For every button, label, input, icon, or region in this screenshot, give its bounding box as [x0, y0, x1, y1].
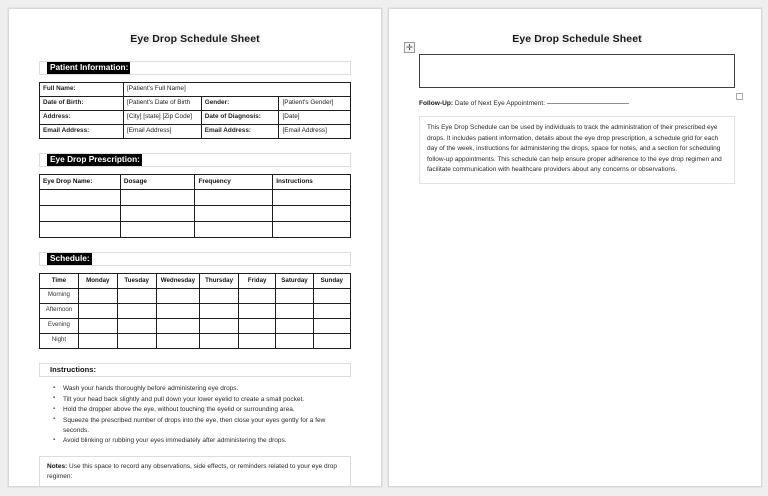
schedule-header-saturday: Saturday — [276, 274, 313, 289]
schedule-header-tuesday: Tuesday — [117, 274, 156, 289]
prescription-cell[interactable] — [120, 190, 195, 206]
table-row — [40, 190, 351, 206]
schedule-header-monday: Monday — [78, 274, 117, 289]
patient-gender-value[interactable]: [Patient's Gender] — [279, 97, 351, 111]
patient-information-table — [39, 82, 351, 139]
schedule-cell[interactable] — [117, 319, 156, 334]
list-item: ▪ Avoid blinking or rubbing your eyes immediately after administering the drops. — [53, 436, 351, 446]
patient-fullname-value[interactable]: [Patient's Full Name] — [123, 83, 350, 97]
prescription-cell[interactable] — [273, 222, 351, 238]
table-row — [40, 334, 351, 349]
schedule-cell[interactable] — [200, 319, 239, 334]
patient-gender-label: Gender: — [201, 97, 279, 111]
schedule-cell[interactable] — [276, 289, 313, 304]
prescription-cell[interactable] — [195, 190, 273, 206]
table-row — [40, 125, 351, 139]
page-1-title-wrap — [39, 27, 351, 47]
schedule-cell[interactable] — [117, 304, 156, 319]
schedule-cell[interactable] — [78, 289, 117, 304]
section-heading-eye-drop-prescription — [39, 153, 351, 167]
prescription-header-instructions: Instructions — [273, 175, 351, 190]
schedule-cell[interactable] — [78, 319, 117, 334]
prescription-cell[interactable] — [195, 222, 273, 238]
schedule-cell[interactable] — [156, 289, 200, 304]
table-header-row — [40, 175, 351, 190]
document-page-1 — [8, 8, 382, 487]
schedule-row-label-afternoon: Afternoon — [40, 304, 79, 319]
table-row — [40, 289, 351, 304]
schedule-cell[interactable] — [156, 304, 200, 319]
page-1-content — [9, 9, 381, 486]
section-label-eye-drop-prescription: Eye Drop Prescription: — [47, 154, 142, 166]
prescription-cell[interactable] — [120, 222, 195, 238]
schedule-cell[interactable] — [117, 289, 156, 304]
patient-email-label-1: Email Address: — [40, 125, 124, 139]
table-row — [40, 97, 351, 111]
table-row — [40, 222, 351, 238]
schedule-cell[interactable] — [78, 334, 117, 349]
patient-email-label-2: Email Address: — [201, 125, 279, 139]
schedule-header-wednesday: Wednesday — [156, 274, 200, 289]
table-header-row — [40, 274, 351, 289]
resize-table-handle-icon[interactable] — [736, 93, 743, 100]
prescription-header-name: Eye Drop Name: — [40, 175, 121, 190]
schedule-row-label-evening: Evening — [40, 319, 79, 334]
prescription-table-body — [40, 190, 351, 238]
section-heading-instructions — [39, 363, 351, 377]
prescription-cell[interactable] — [40, 190, 121, 206]
followup-text: Date of Next Eye Appointment: — [453, 100, 546, 107]
eye-drop-prescription-table — [39, 174, 351, 238]
followup-label: Follow-Up: — [419, 100, 454, 107]
patient-fullname-label: Full Name: — [40, 83, 124, 97]
patient-email-value-1[interactable]: [Email Address] — [123, 125, 201, 139]
description-text: This Eye Drop Schedule can be used by individuals to track the administration of their prescribed eye drops. It includes patient information, details about the eye drop prescription, a schedule grid for each day of the week, instructions for administering the drops, space for notes, and a section for scheduling follow-up appointments. This schedule can help ensure proper adherence to the eye drop regimen and facilitate communication with healthcare providers about any concerns or observations. — [427, 124, 722, 174]
schedule-cell[interactable] — [239, 319, 276, 334]
schedule-header-sunday: Sunday — [313, 274, 350, 289]
schedule-cell[interactable] — [200, 289, 239, 304]
patient-dob-value[interactable]: [Patient's Date of Birth — [123, 97, 201, 111]
table-row — [40, 83, 351, 97]
followup-blank-line[interactable] — [547, 103, 629, 104]
section-label-patient-information: Patient Information: — [47, 62, 130, 74]
prescription-cell[interactable] — [273, 206, 351, 222]
schedule-cell[interactable] — [313, 289, 350, 304]
section-heading-patient-information — [39, 61, 351, 75]
schedule-cell[interactable] — [117, 334, 156, 349]
section-label-schedule: Schedule: — [47, 253, 92, 265]
prescription-cell[interactable] — [40, 206, 121, 222]
notes-text: Use this space to record any observations, side effects, or reminders related to your eye drop regimen: — [47, 463, 338, 481]
schedule-cell[interactable] — [276, 304, 313, 319]
patient-address-label: Address: — [40, 111, 124, 125]
list-item: ▪ Squeeze the prescribed number of drops into the eye, then close your eyes gently for a few seconds. — [53, 416, 351, 436]
patient-dob-label: Date of Birth: — [40, 97, 124, 111]
schedule-cell[interactable] — [313, 304, 350, 319]
patient-email-value-2[interactable]: [Email Address] — [279, 125, 351, 139]
schedule-row-label-morning: Morning — [40, 289, 79, 304]
document-page-2 — [388, 8, 762, 487]
list-item: ▪ Hold the dropper above the eye, without touching the eyelid or surrounding area. — [53, 405, 351, 415]
list-item: ▪ Wash your hands thoroughly before administering eye drops. — [53, 384, 351, 394]
description-box — [419, 116, 735, 184]
schedule-cell[interactable] — [276, 334, 313, 349]
notes-label: Notes: — [47, 463, 68, 471]
schedule-header-thursday: Thursday — [200, 274, 239, 289]
prescription-header-dosage: Dosage — [120, 175, 195, 190]
prescription-cell[interactable] — [195, 206, 273, 222]
table-row — [40, 304, 351, 319]
page-2-title-wrap — [419, 27, 735, 47]
schedule-cell[interactable] — [156, 319, 200, 334]
page-2-content — [389, 9, 761, 486]
schedule-header-friday: Friday — [239, 274, 276, 289]
schedule-header-time: Time — [40, 274, 79, 289]
table-row — [40, 319, 351, 334]
notes-box[interactable] — [39, 456, 351, 487]
schedule-cell[interactable] — [239, 334, 276, 349]
patient-diagnosis-date-label: Date of Diagnosis: — [201, 111, 279, 125]
schedule-row-label-night: Night — [40, 334, 79, 349]
schedule-cell[interactable] — [200, 304, 239, 319]
prescription-header-frequency: Frequency — [195, 175, 273, 190]
schedule-cell[interactable] — [78, 304, 117, 319]
prescription-cell[interactable] — [273, 190, 351, 206]
list-item: ▪ Tilt your head back slightly and pull down your lower eyelid to create a small pocket. — [53, 395, 351, 405]
section-label-instructions: Instructions: — [47, 365, 98, 376]
schedule-cell[interactable] — [156, 334, 200, 349]
move-table-handle-icon[interactable]: ✛ — [404, 42, 415, 53]
table-row — [40, 111, 351, 125]
empty-content-table[interactable] — [419, 54, 735, 88]
page-title: Eye Drop Schedule Sheet — [512, 33, 642, 45]
patient-diagnosis-date-value[interactable]: [Date] — [279, 111, 351, 125]
prescription-cell[interactable] — [40, 222, 121, 238]
section-heading-schedule — [39, 252, 351, 266]
schedule-cell[interactable] — [200, 334, 239, 349]
schedule-cell[interactable] — [276, 319, 313, 334]
instructions-list — [39, 384, 351, 446]
schedule-table-body — [40, 289, 351, 349]
schedule-cell[interactable] — [313, 334, 350, 349]
schedule-cell[interactable] — [239, 289, 276, 304]
page-title: Eye Drop Schedule Sheet — [130, 33, 260, 45]
patient-address-value[interactable]: [City] [state] [Zip Code] — [123, 111, 201, 125]
weekly-schedule-table — [39, 273, 351, 349]
table-row — [40, 206, 351, 222]
schedule-cell[interactable] — [239, 304, 276, 319]
prescription-cell[interactable] — [120, 206, 195, 222]
followup-line — [419, 99, 735, 108]
schedule-cell[interactable] — [313, 319, 350, 334]
